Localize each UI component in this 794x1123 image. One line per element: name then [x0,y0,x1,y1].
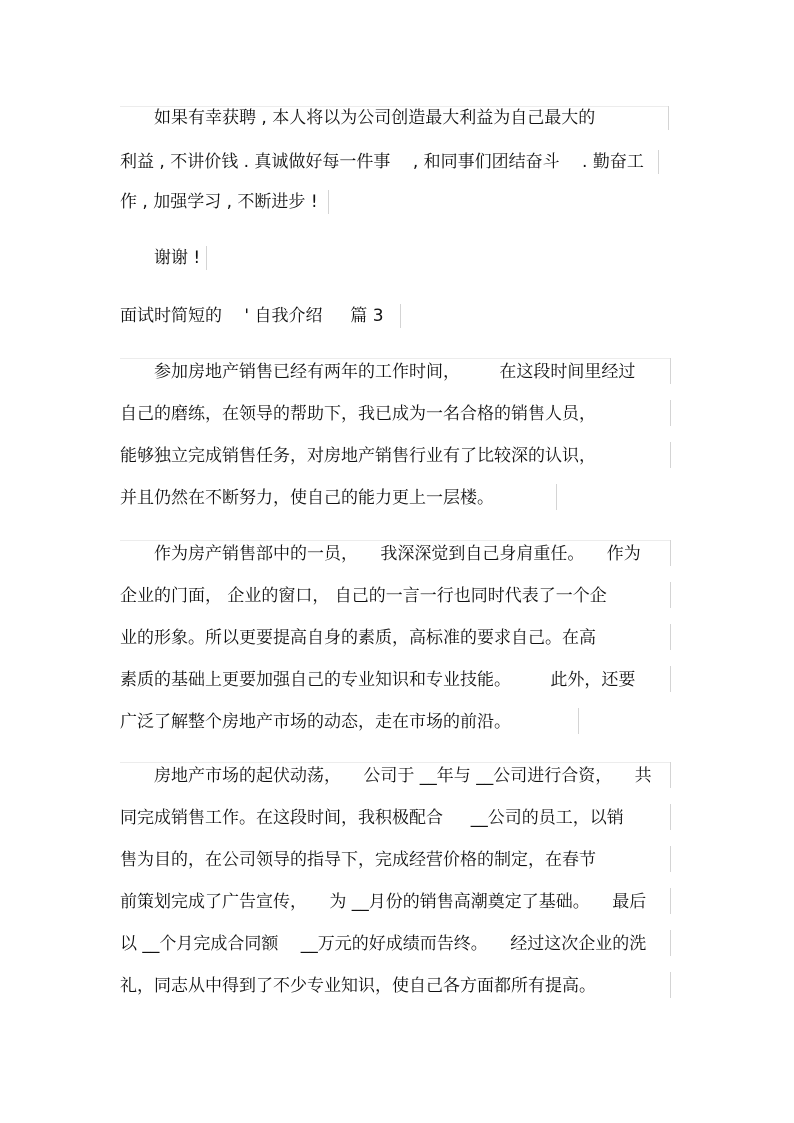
paragraph-line: 如果有幸获聘 , 本人将以为公司创造最大利益为自己最大的 [120,108,596,128]
paragraph-line: 礼，同志从中得到了不少专业知识，使自己各方面都所有提高。 [120,976,596,996]
paragraph-line: 自己的磨练，在领导的帮助下，我已成为一名合格的销售人员， [120,404,596,424]
paragraph-line: 作 , 加强学习 , 不断进步 ! [120,192,318,212]
paragraph-line: 并且仍然在不断努力，使自己的能力更上一层楼。 [120,488,494,508]
paragraph-line: 房地产市场的起伏动荡， 公司于 __年与 __公司进行合资， 共 [120,766,652,786]
rule [120,762,670,763]
paragraph-line: 企业的门面， 企业的窗口， 自己的一言一行也同时代表了一个企 [120,586,607,606]
thanks-text: 谢谢 ! [120,248,201,268]
rule [670,846,671,872]
rule [658,150,659,174]
paragraph-line: 作为房产销售部中的一员， 我深深觉到自己身肩重任。 作为 [120,544,641,564]
rule [670,400,671,426]
paragraph-line: 以 __个月完成合同额 __万元的好成绩而告终。 经过这次企业的洗 [120,934,647,954]
paragraph-line: 能够独立完成销售任务，对房地产销售行业有了比较深的认识， [120,446,596,466]
rule [206,246,207,270]
rule [400,304,401,328]
rule [670,666,671,692]
rule [328,190,329,214]
paragraph-line: 参加房地产销售已经有两年的工作时间， 在这段时间里经过 [120,362,636,382]
paragraph-line: 前策划完成了广告宣传， 为 __月份的销售高潮奠定了基础。 最后 [120,892,647,912]
rule [578,708,579,734]
rule [668,106,669,130]
rule [670,358,671,384]
paragraph-line: 同完成销售工作。在这段时间，我积极配合 __公司的员工，以销 [120,808,624,828]
paragraph-line: 售为目的，在公司领导的指导下，完成经营价格的制定，在春节 [120,850,596,870]
rule [670,930,671,956]
paragraph-line: 利益 , 不讲价钱 . 真诚做好每一件事 , 和同事们团结奋斗 . 勤奋工 [120,152,644,172]
paragraph-line: 广泛了解整个房地产市场的动态，走在市场的前沿。 [120,712,511,732]
rule [670,582,671,608]
rule [670,624,671,650]
paragraph-line: 素质的基础上更要加强自己的专业知识和专业技能。 此外，还要 [120,670,636,690]
paragraph-line: 业的形象。所以更要提高自身的素质，高标准的要求自己。在高 [120,628,596,648]
rule [670,442,671,468]
rule [670,540,671,566]
rule [670,804,671,830]
rule [670,972,671,998]
rule [120,540,670,541]
rule [670,888,671,914]
section-heading: 面试时简短的 ' 自我介绍 篇 3 [120,306,384,326]
rule [120,358,670,359]
rule [670,762,671,788]
rule [556,484,557,510]
